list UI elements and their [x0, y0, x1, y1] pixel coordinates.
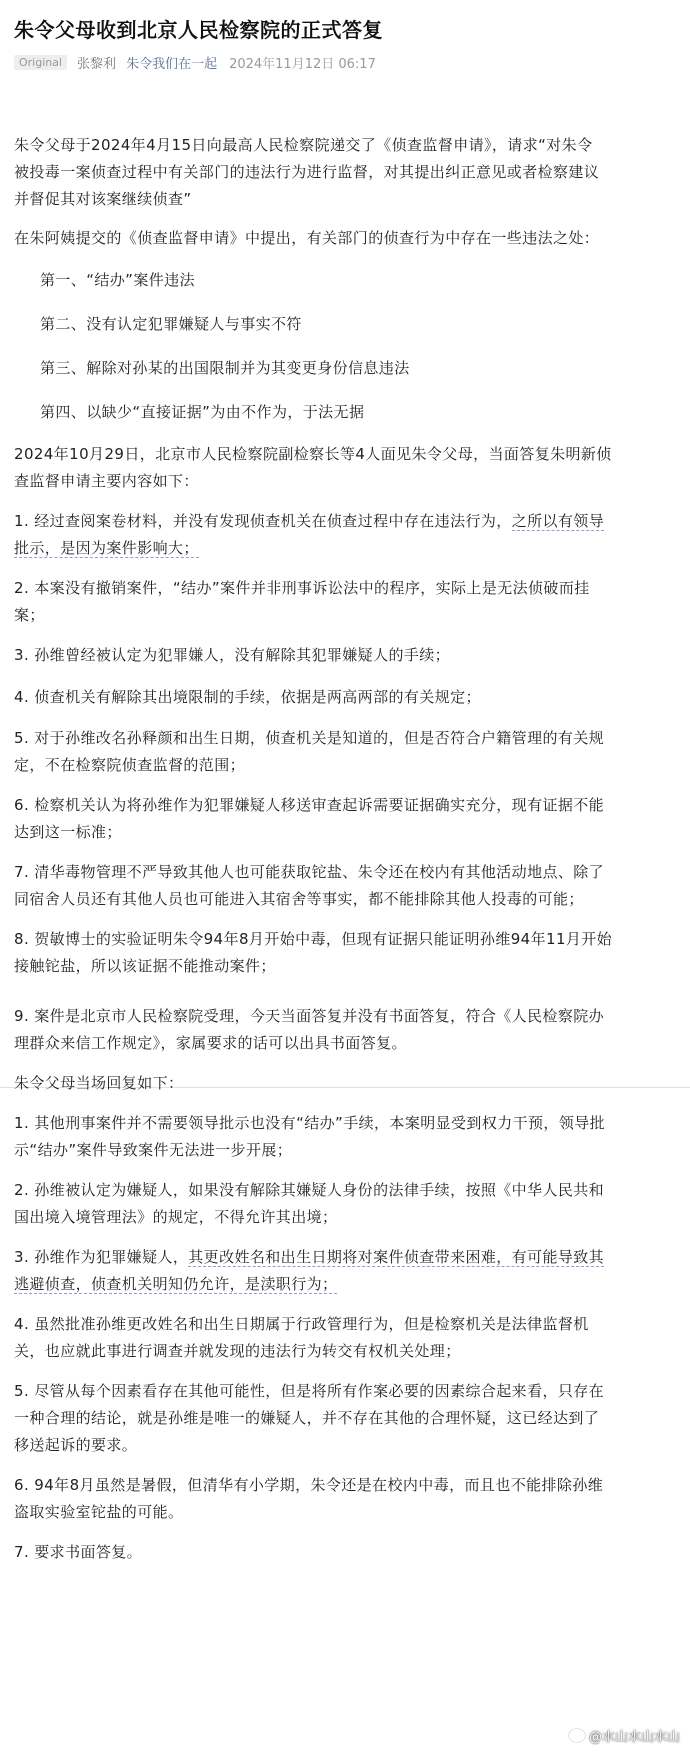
body-line: 示“结办”案件导致案件无法进一步开展； [14, 1141, 293, 1159]
highlighted-text: 批示，是因为案件影响大； [14, 539, 199, 557]
highlighted-text: 之所以有领导 [511, 512, 605, 530]
body-line: 在朱阿姨提交的《侦查监督申请》中提出，有关部门的侦查行为中存在一些违法之处： [14, 229, 600, 247]
author-name[interactable]: 张黎利 [77, 56, 117, 72]
weibo-watermark [569, 1726, 680, 1745]
body-line: 移送起诉的要求。 [14, 1436, 138, 1454]
weibo-icon [569, 1729, 585, 1742]
body-line: 查监督申请主要内容如下： [14, 472, 199, 490]
body-line: 2. 本案没有撤销案件，“结办”案件并非刑事诉讼法中的程序，实际上是无法侦破而挂 [14, 579, 590, 597]
body-line: 关，也应就此事进行调查并就发现的违法行为转交有权机关处理； [14, 1342, 461, 1360]
original-badge: Original [14, 55, 67, 70]
body-line [14, 508, 674, 535]
body-line: 案； [14, 606, 45, 624]
body-line: 2. 孙维被认定为嫌疑人，如果没有解除其嫌疑人身份的法律手续，按照《中华人民共和 [14, 1181, 605, 1199]
highlighted-text: 逃避侦查，侦查机关明知仍允许，是渎职行为； [14, 1275, 338, 1293]
line-text: 1. 经过查阅案卷材料，并没有发现侦查机关在侦查过程中存在违法行为， [14, 512, 512, 530]
body-line [14, 1271, 674, 1298]
list-item: 第三、解除对孙某的出国限制并为其变更身份信息违法 [40, 359, 410, 377]
body-line: 5. 尽管从每个因素看存在其他可能性，但是将所有作案必要的因素综合起来看，只存在 [14, 1382, 605, 1400]
line-text: 3. 孙维作为犯罪嫌疑人， [14, 1248, 189, 1266]
body-line: 定，不在检察院侦查监督的范围； [14, 756, 246, 774]
body-line: 6. 检察机关认为将孙维作为犯罪嫌疑人移送审查起诉需要证据确实充分，现有证据不能 [14, 796, 605, 814]
watermark-text: @水山水山水山 [588, 1730, 680, 1745]
body-line: 9. 案件是北京市人民检察院受理，今天当面答复并没有书面答复，符合《人民检察院办 [14, 1007, 605, 1025]
body-line: 7. 清华毒物管理不严导致其他人也可能获取铊盐、朱令还在校内有其他活动地点、除了 [14, 863, 605, 881]
body-line: 朱令父母当场回复如下： [14, 1074, 184, 1092]
list-item: 第二、没有认定犯罪嫌疑人与事实不符 [40, 315, 302, 333]
body-line: 3. 孙维曾经被认定为犯罪嫌人，没有解除其犯罪嫌疑人的手续； [14, 646, 451, 664]
list-item: 第一、“结办”案件违法 [40, 271, 195, 289]
body-line: 1. 其他刑事案件并不需要领导批示也没有“结办”手续，本案明显受到权力干预，领导批 [14, 1114, 606, 1132]
body-line: 盗取实验室铊盐的可能。 [14, 1503, 184, 1521]
body-line: 国出境入境管理法》的规定，不得允许其出境； [14, 1208, 338, 1226]
body-line [14, 535, 674, 562]
list-item: 第四、以缺少“直接证据”为由不作为，于法无据 [40, 403, 365, 421]
body-line: 5. 对于孙维改名孙释颜和出生日期，侦查机关是知道的，但是否符合户籍管理的有关规 [14, 729, 605, 747]
body-line: 2024年10月29日，北京市人民检察院副检察长等4人面见朱令父母，当面答复朱明新侦 [14, 445, 612, 463]
body-line: 一种合理的结论，就是孙维是唯一的嫌疑人，并不存在其他的合理怀疑，这已经达到了 [14, 1409, 600, 1427]
body-line: 6. 94年8月虽然是暑假，但清华有小学期，朱令还是在校内中毒，而且也不能排除孙维 [14, 1476, 604, 1494]
body-line: 4. 虽然批准孙维更改姓名和出生日期属于行政管理行为，但是检察机关是法律监督机 [14, 1315, 589, 1333]
publish-date: 2024年11月12日 06:17 [229, 56, 376, 72]
article-title: 朱令父母收到北京人民检察院的正式答复 [14, 18, 383, 42]
body-line: 理群众来信工作规定》，家属要求的话可以出具书面答复。 [14, 1034, 407, 1052]
body-line: 被投毒一案侦查过程中有关部门的违法行为进行监督，对其提出纠正意见或者检察建议 [14, 163, 600, 181]
body-line: 同宿舍人员还有其他人员也可能进入其宿舍等事实，都不能排除其他人投毒的可能； [14, 890, 584, 908]
body-line: 并督促其对该案继续侦查” [14, 190, 192, 208]
body-line: 达到这一标准； [14, 823, 122, 841]
highlighted-text: 其更改姓名和出生日期将对案件侦查带来困难，有可能导致其 [188, 1248, 605, 1266]
body-line [14, 1244, 674, 1271]
article-meta [14, 52, 376, 72]
body-line: 8. 贺敏博士的实验证明朱令94年8月开始中毒，但现有证据只能证明孙维94年11月开始 [14, 930, 613, 948]
body-line: 7. 要求书面答复。 [14, 1543, 143, 1561]
body-line: 接触铊盐，所以该证据不能推动案件； [14, 957, 276, 975]
body-line: 4. 侦查机关有解除其出境限制的手续，依据是两高两部的有关规定； [14, 688, 481, 706]
account-link[interactable]: 朱令我们在一起 [126, 56, 218, 72]
body-line: 朱令父母于2024年4月15日向最高人民检察院递交了《侦查监督申请》，请求“对朱令 [14, 136, 593, 154]
